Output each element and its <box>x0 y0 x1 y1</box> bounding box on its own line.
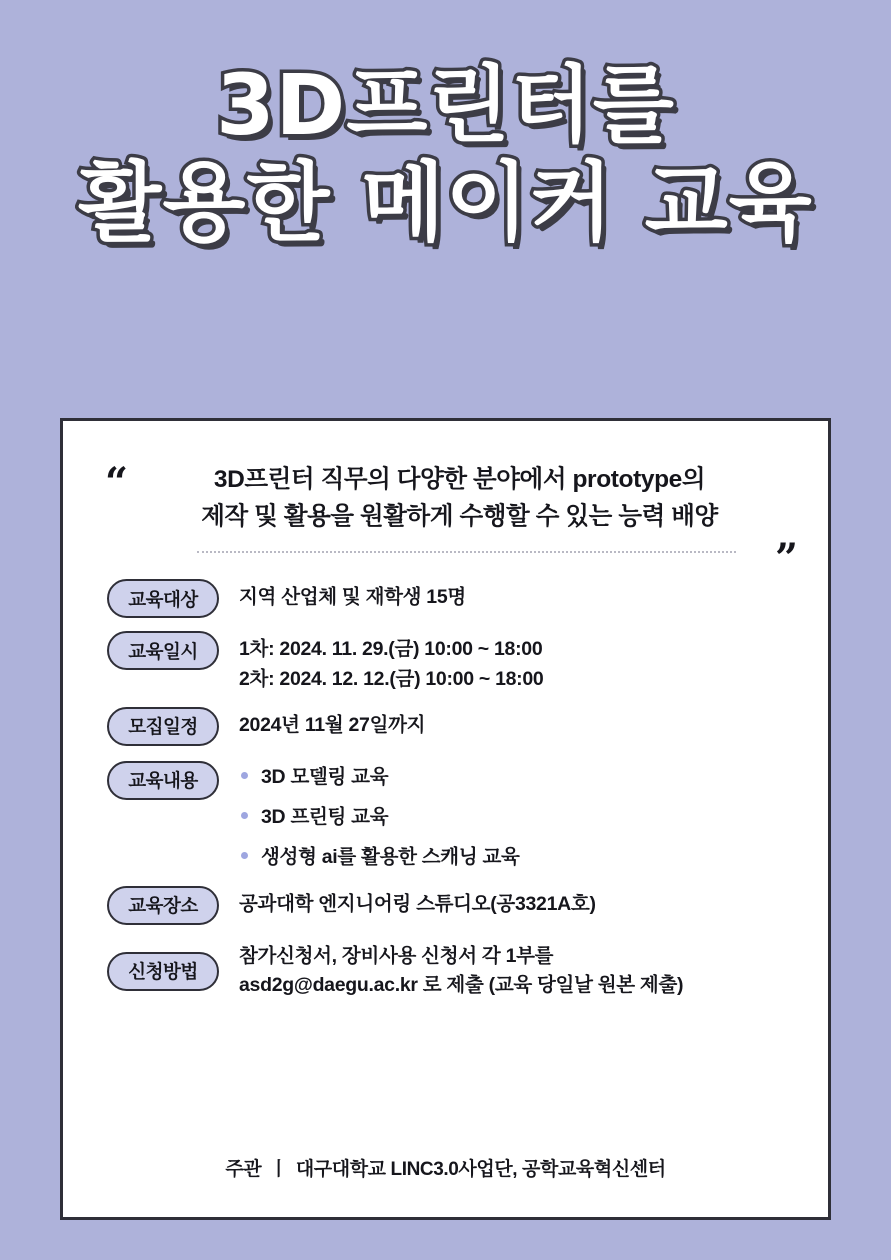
value-content <box>219 759 520 873</box>
footer-host <box>63 1154 828 1181</box>
info-list <box>63 579 828 1000</box>
footer-text: 대구대학교 LINC3.0사업단, 공학교육혁신센터 <box>295 1159 666 1180</box>
label-target: 교육대상 <box>107 579 219 618</box>
row-content <box>107 759 788 873</box>
quote-open-icon: “ <box>105 459 129 506</box>
divider <box>197 551 736 553</box>
label-recruit: 모집일정 <box>107 707 219 746</box>
row-recruit <box>107 707 788 746</box>
label-location: 교육장소 <box>107 886 219 925</box>
value-schedule-line-2: 2차: 2024. 12. 12.(금) 10:00 ~ 18:00 <box>239 667 544 690</box>
footer-prefix: 주관 <box>225 1159 262 1180</box>
row-target <box>107 579 788 618</box>
value-location-line-1: 공과대학 엔지니어링 스튜디오(공3321A호) <box>239 892 596 915</box>
content-bullet-2: 3D 프린팅 교육 <box>239 803 520 832</box>
value-schedule-line-1: 1차: 2024. 11. 29.(금) 10:00 ~ 18:00 <box>239 638 543 661</box>
content-bullet-list <box>239 763 520 873</box>
value-schedule <box>219 631 543 694</box>
value-location <box>219 886 596 919</box>
quote-close-icon: ” <box>774 535 798 582</box>
title-line-2: 활용한 메이커 교육 <box>78 152 813 253</box>
quote-line-2: 제작 및 활용을 원활하게 수행할 수 있는 능력 배양 <box>201 503 718 531</box>
value-apply-line-2: asd2g@daegu.ac.kr 로 제출 (교육 당일날 원본 제출) <box>239 973 684 996</box>
row-location <box>107 886 788 925</box>
poster-title <box>0 0 891 252</box>
label-apply: 신청방법 <box>107 952 219 991</box>
title-line-1: 3D프린터를 <box>216 56 675 154</box>
footer-separator: 丨 <box>269 1159 288 1180</box>
value-recruit <box>219 707 425 740</box>
content-bullet-1: 3D 모델링 교육 <box>239 763 520 792</box>
value-apply <box>219 938 683 1001</box>
label-schedule: 교육일시 <box>107 631 219 670</box>
row-schedule <box>107 631 788 694</box>
value-apply-line-1: 참가신청서, 장비사용 신청서 각 1부를 <box>239 944 554 967</box>
row-apply <box>107 938 788 1001</box>
label-content: 교육내용 <box>107 761 219 800</box>
quote-block <box>63 421 828 582</box>
value-recruit-line-1: 2024년 11월 27일까지 <box>239 713 426 736</box>
value-target-line-1: 지역 산업체 및 재학생 15명 <box>239 586 466 609</box>
quote-line-1: 3D프린터 직무의 다양한 분야에서 prototype의 <box>213 466 706 493</box>
content-bullet-3: 생성형 ai를 활용한 스캐닝 교육 <box>239 843 520 872</box>
value-target <box>219 579 466 612</box>
info-card <box>60 418 831 1220</box>
